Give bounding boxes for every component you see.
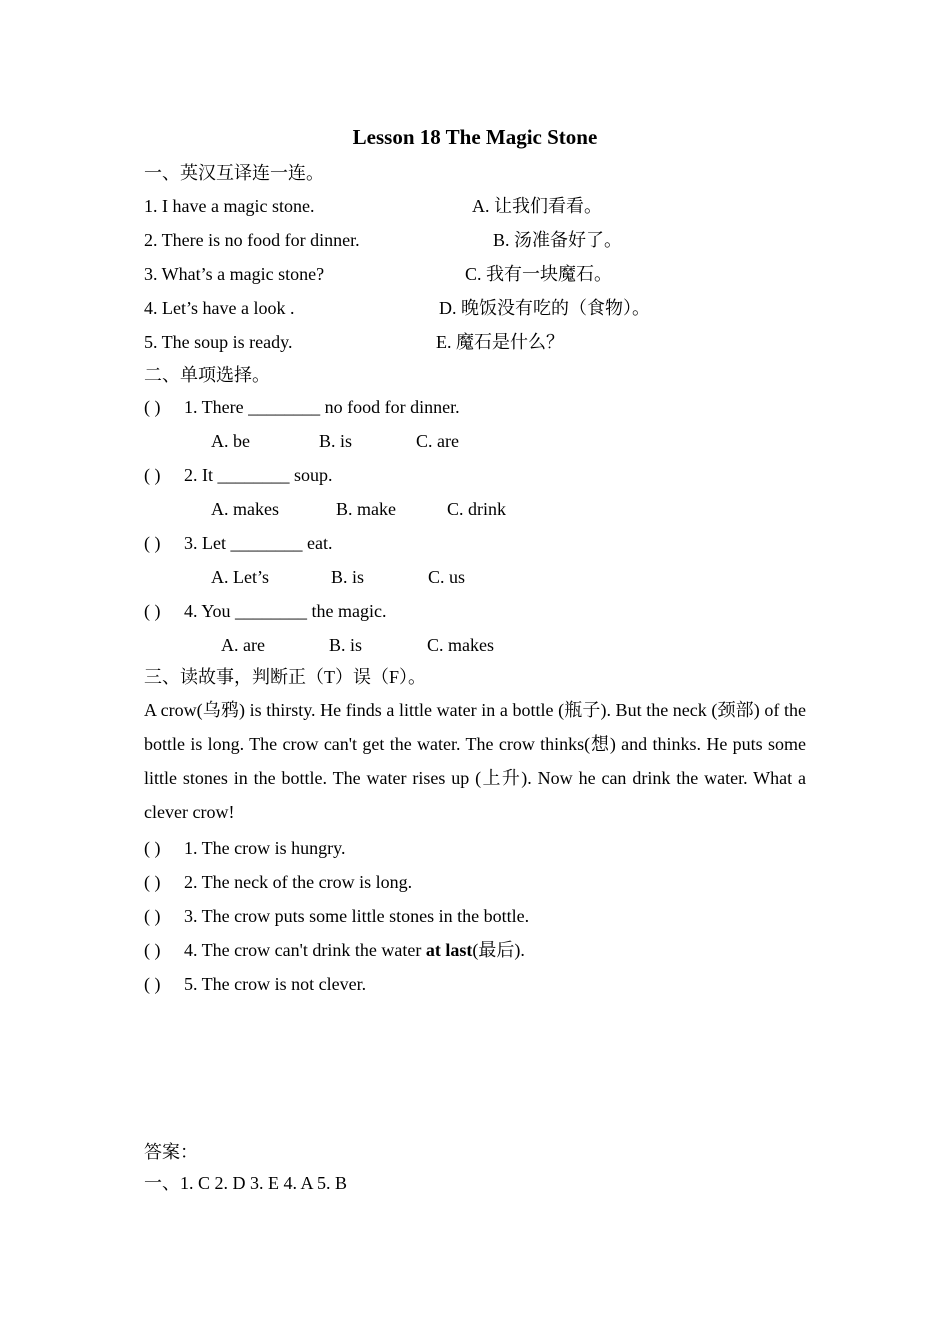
answer-paren: ( ): [144, 906, 161, 926]
question-stem: 1. There ________ no food for dinner.: [184, 397, 460, 417]
q2-option-c: C. drink: [447, 499, 507, 519]
q2-option-a: A. makes: [211, 499, 279, 519]
q4-option-c: C. makes: [427, 635, 494, 655]
tf-statement: 2. The neck of the crow is long.: [184, 872, 413, 892]
choice-question-1: [144, 396, 460, 418]
tf-statement: 1. The crow is hungry.: [184, 838, 346, 858]
tf-statement-tail: (最后).: [472, 940, 525, 960]
answer-paren: ( ): [144, 601, 161, 621]
q4-option-b: B. is: [329, 635, 363, 655]
answers-line-1: 一、1. C 2. D 3. E 4. A 5. B: [144, 1173, 348, 1193]
answer-paren: ( ): [144, 974, 161, 994]
match-left-1: 1. I have a magic stone.: [144, 196, 315, 216]
answer-paren: ( ): [144, 940, 161, 960]
match-right-4: D. 晚饭没有吃的（食物）。: [439, 298, 650, 318]
match-right-2: B. 汤准备好了。: [493, 230, 623, 250]
match-left-5: 5. The soup is ready.: [144, 332, 293, 352]
match-right-5: E. 魔石是什么？: [436, 332, 564, 352]
question-stem: 2. It ________ soup.: [184, 465, 333, 485]
tf-item-1: [144, 837, 345, 859]
q1-option-a: A. be: [211, 431, 250, 451]
match-right-3: C. 我有一块魔石。: [465, 264, 613, 284]
match-left-2: 2. There is no food for dinner.: [144, 230, 360, 250]
answer-paren: ( ): [144, 397, 161, 417]
q3-option-b: B. is: [331, 567, 365, 587]
q1-option-b: B. is: [319, 431, 353, 451]
choice-question-2: [144, 464, 333, 486]
q3-option-c: C. us: [428, 567, 466, 587]
q2-option-b: B. make: [336, 499, 396, 519]
question-stem: 3. Let ________ eat.: [184, 533, 333, 553]
match-left-3: 3. What’s a magic stone?: [144, 264, 325, 284]
answer-paren: ( ): [144, 872, 161, 892]
question-stem: 4. You ________ the magic.: [184, 601, 387, 621]
choice-question-3: [144, 532, 332, 554]
story-paragraph: A crow(乌鸦) is thirsty. He finds a little water in a bottle (瓶子). But the neck (颈部) of the bottle is long. The crow can't get the water. The crow thinks(想) and thinks. He puts some little stones in the bottle. The water rises up (上升). Now he can drink the water. What a clever crow!: [144, 700, 806, 822]
section3-heading: 三、读故事，判断正（T）误（F）。: [144, 667, 427, 687]
q4-option-a: A. are: [221, 635, 265, 655]
section2-heading: 二、单项选择。: [144, 365, 270, 385]
match-left-4: 4. Let’s have a look .: [144, 298, 295, 318]
tf-statement-bold: at last: [425, 940, 473, 960]
page-title: Lesson 18 The Magic Stone: [352, 125, 598, 149]
section1-heading: 一、英汉互译连一连。: [144, 163, 324, 183]
tf-item-5: [144, 973, 366, 995]
answer-paren: ( ): [144, 465, 161, 485]
tf-statement: 5. The crow is not clever.: [184, 974, 367, 994]
answer-paren: ( ): [144, 838, 161, 858]
choice-question-4: [144, 600, 387, 622]
match-right-1: A. 让我们看看。: [472, 196, 602, 216]
tf-statement: 4. The crow can't drink the water: [184, 940, 426, 960]
answers-heading: 答案：: [144, 1142, 198, 1162]
tf-item-3: [144, 905, 529, 927]
q1-option-c: C. are: [416, 431, 459, 451]
q3-option-a: A. Let’s: [211, 567, 269, 587]
tf-item-4: [144, 939, 525, 961]
answer-paren: ( ): [144, 533, 161, 553]
tf-item-2: [144, 871, 412, 893]
tf-statement: 3. The crow puts some little stones in the bottle.: [184, 906, 530, 926]
